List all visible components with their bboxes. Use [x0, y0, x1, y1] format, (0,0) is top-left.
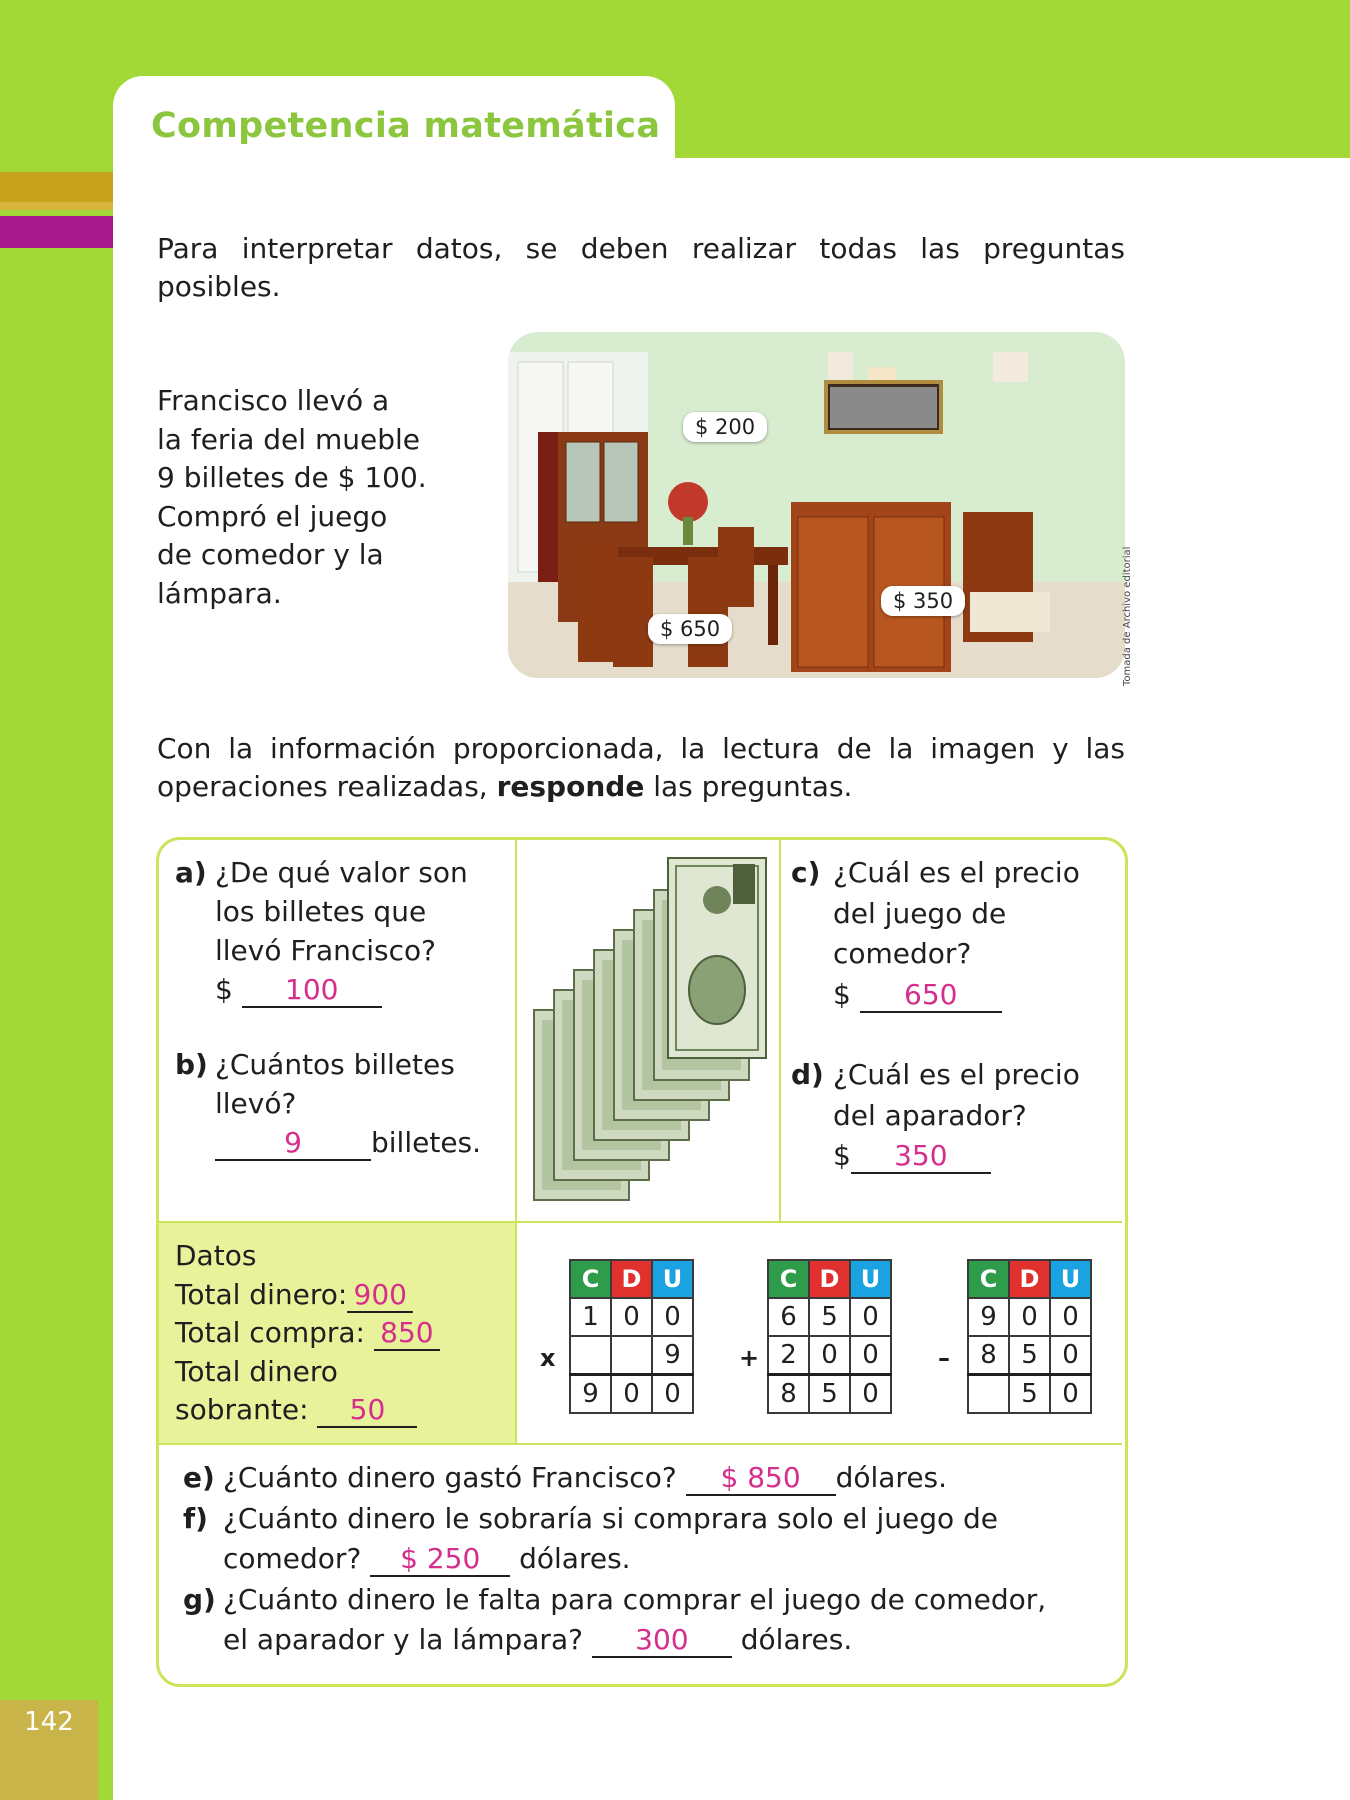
question-letter: c) — [791, 856, 821, 889]
bill-front — [668, 858, 766, 1058]
digit-cell: 0 — [1009, 1298, 1050, 1336]
divider — [159, 1221, 1122, 1223]
price-tag-lamp: $ 200 — [683, 412, 767, 442]
question-line: comedor? — [833, 937, 972, 970]
multiply-sign: x — [540, 1344, 556, 1372]
bottom-questions — [183, 1458, 1113, 1661]
header-d: D — [1009, 1260, 1050, 1298]
answer-suffix: dólares. — [740, 1623, 853, 1656]
question-letter: f) — [183, 1501, 208, 1535]
digit-cell: 2 — [768, 1336, 809, 1375]
header-u: U — [652, 1260, 693, 1298]
page-number: 142 — [24, 1707, 74, 1737]
sobrante-value: 50 — [317, 1394, 417, 1428]
digit-cell: 0 — [611, 1298, 652, 1336]
result-cell: 5 — [809, 1375, 850, 1414]
answer-field: 650 — [860, 979, 1002, 1013]
header-d: D — [611, 1260, 652, 1298]
answer-suffix: billetes. — [371, 1126, 482, 1159]
result-cell: 0 — [611, 1375, 652, 1414]
story-line: Compró el juego — [157, 499, 388, 533]
question-text: ¿Cuánto dinero le falta para comprar el juego de comedor, — [223, 1582, 1047, 1616]
answer-suffix: dólares. — [835, 1461, 948, 1494]
answer-field: $ 850 — [686, 1462, 836, 1496]
header-c: C — [570, 1260, 611, 1298]
digit-cell: 0 — [809, 1336, 850, 1375]
question-text: el aparador y la lámpara? — [223, 1623, 583, 1656]
digit-cell: 9 — [652, 1336, 693, 1375]
result-cell: 0 — [652, 1375, 693, 1414]
question-b — [175, 1045, 505, 1162]
question-line: ¿De qué valor son — [215, 856, 468, 889]
question-line: los billetes que — [215, 895, 427, 928]
question-line: llevó Francisco? — [215, 934, 437, 967]
digit-cell — [570, 1336, 611, 1375]
digit-cell: 1 — [570, 1298, 611, 1336]
dining-room-illustration — [508, 332, 1125, 678]
minus-sign: – — [938, 1344, 950, 1372]
question-line: del aparador? — [833, 1098, 1027, 1132]
datos-label: Total compra: — [175, 1316, 365, 1349]
digit-cell: 9 — [968, 1298, 1009, 1336]
multiplication-table — [569, 1259, 694, 1414]
question-d — [791, 1055, 1121, 1177]
divider — [159, 1443, 1122, 1445]
answer-field: 300 — [592, 1624, 732, 1658]
digit-cell: 0 — [652, 1298, 693, 1336]
header-u: U — [850, 1260, 891, 1298]
price-tag-cabinet: $ 350 — [881, 586, 965, 616]
question-letter: b) — [175, 1048, 208, 1081]
question-letter: g) — [183, 1582, 216, 1616]
result-cell — [968, 1375, 1009, 1414]
question-line: llevó? — [215, 1087, 297, 1120]
datos-title: Datos — [175, 1239, 257, 1272]
intro-text: Para interpretar datos, se deben realizar todas las preguntas posibles. — [157, 232, 1125, 303]
header-u: U — [1050, 1260, 1091, 1298]
datos-label: Total dinero — [175, 1354, 338, 1388]
question-e — [183, 1458, 1113, 1499]
question-line: ¿Cuántos billetes — [215, 1048, 455, 1081]
datos-label: Total dinero: — [175, 1277, 348, 1311]
divider — [515, 840, 517, 1443]
digit-cell: 0 — [1050, 1298, 1091, 1336]
gold-strip — [0, 172, 113, 202]
price-tag-dining-set: $ 650 — [648, 614, 732, 644]
datos-block — [175, 1237, 510, 1430]
subtraction-table — [967, 1259, 1092, 1414]
header-c: C — [768, 1260, 809, 1298]
instruction-after: las preguntas. — [644, 770, 853, 803]
question-line: del juego de — [833, 896, 1007, 930]
digit-cell: 6 — [768, 1298, 809, 1336]
story-line: Francisco llevó a — [157, 384, 390, 417]
question-text: ¿Cuánto dinero gastó Francisco? — [223, 1461, 677, 1494]
question-f — [183, 1499, 1113, 1580]
story-line: de comedor y la — [157, 538, 384, 572]
question-line: ¿Cuál es el precio — [833, 856, 1080, 889]
question-c — [791, 853, 1121, 1015]
result-cell: 9 — [570, 1375, 611, 1414]
currency-symbol: $ — [833, 1139, 851, 1172]
currency-symbol: $ — [833, 977, 851, 1011]
side-band — [0, 0, 113, 1800]
divider — [779, 840, 781, 1223]
digit-cell: 0 — [850, 1298, 891, 1336]
answer-field: 350 — [851, 1140, 991, 1174]
total-dinero-value: 900 — [347, 1279, 413, 1313]
digit-cell: 0 — [1050, 1336, 1091, 1375]
question-letter: e) — [183, 1461, 215, 1494]
story-line: la feria del mueble — [157, 422, 420, 456]
datos-label: sobrante: — [175, 1393, 309, 1426]
photo-credit: Tomada de Archivo editorial — [1122, 546, 1133, 686]
question-line: ¿Cuál es el precio — [833, 1058, 1080, 1091]
total-compra-value: 850 — [374, 1317, 440, 1351]
digit-cell: 8 — [968, 1336, 1009, 1375]
result-cell: 0 — [1050, 1375, 1091, 1414]
question-g — [183, 1580, 1113, 1661]
answer-suffix: dólares. — [519, 1542, 631, 1575]
dining-room-photo — [508, 332, 1125, 678]
instruction-bold: responde — [496, 770, 645, 803]
currency-symbol: $ — [215, 973, 233, 1006]
digit-cell: 0 — [850, 1336, 891, 1375]
result-cell: 5 — [1009, 1375, 1050, 1414]
question-letter: a) — [175, 856, 207, 889]
answer-field: 100 — [242, 974, 382, 1008]
answer-field: $ 250 — [370, 1543, 510, 1577]
gold-strip-thin — [0, 202, 113, 210]
story-line: 9 billetes de $ 100. — [157, 461, 427, 495]
header-c: C — [968, 1260, 1009, 1298]
question-letter: d) — [791, 1058, 824, 1091]
section-title: Competencia matemática — [151, 106, 661, 146]
addition-table — [767, 1259, 892, 1414]
dollar-bills-icon — [528, 850, 772, 1210]
digit-cell — [611, 1336, 652, 1375]
question-text: comedor? — [223, 1542, 362, 1575]
header-d: D — [809, 1260, 850, 1298]
digit-cell: 5 — [809, 1298, 850, 1336]
digit-cell: 5 — [1009, 1336, 1050, 1375]
result-cell: 8 — [768, 1375, 809, 1414]
answer-field: 9 — [215, 1127, 371, 1161]
question-a — [175, 853, 505, 1009]
magenta-strip — [0, 216, 113, 248]
question-text: ¿Cuánto dinero le sobraría si comprara solo el juego de — [223, 1501, 999, 1535]
instruction-text — [157, 730, 1125, 806]
plus-sign: + — [739, 1344, 760, 1372]
result-cell: 0 — [850, 1375, 891, 1414]
instruction-before: Con la información proporcionada, la lectura de la imagen y las operaciones realizadas, — [157, 732, 1125, 803]
story-text — [157, 382, 457, 614]
story-line: lámpara. — [157, 576, 282, 610]
